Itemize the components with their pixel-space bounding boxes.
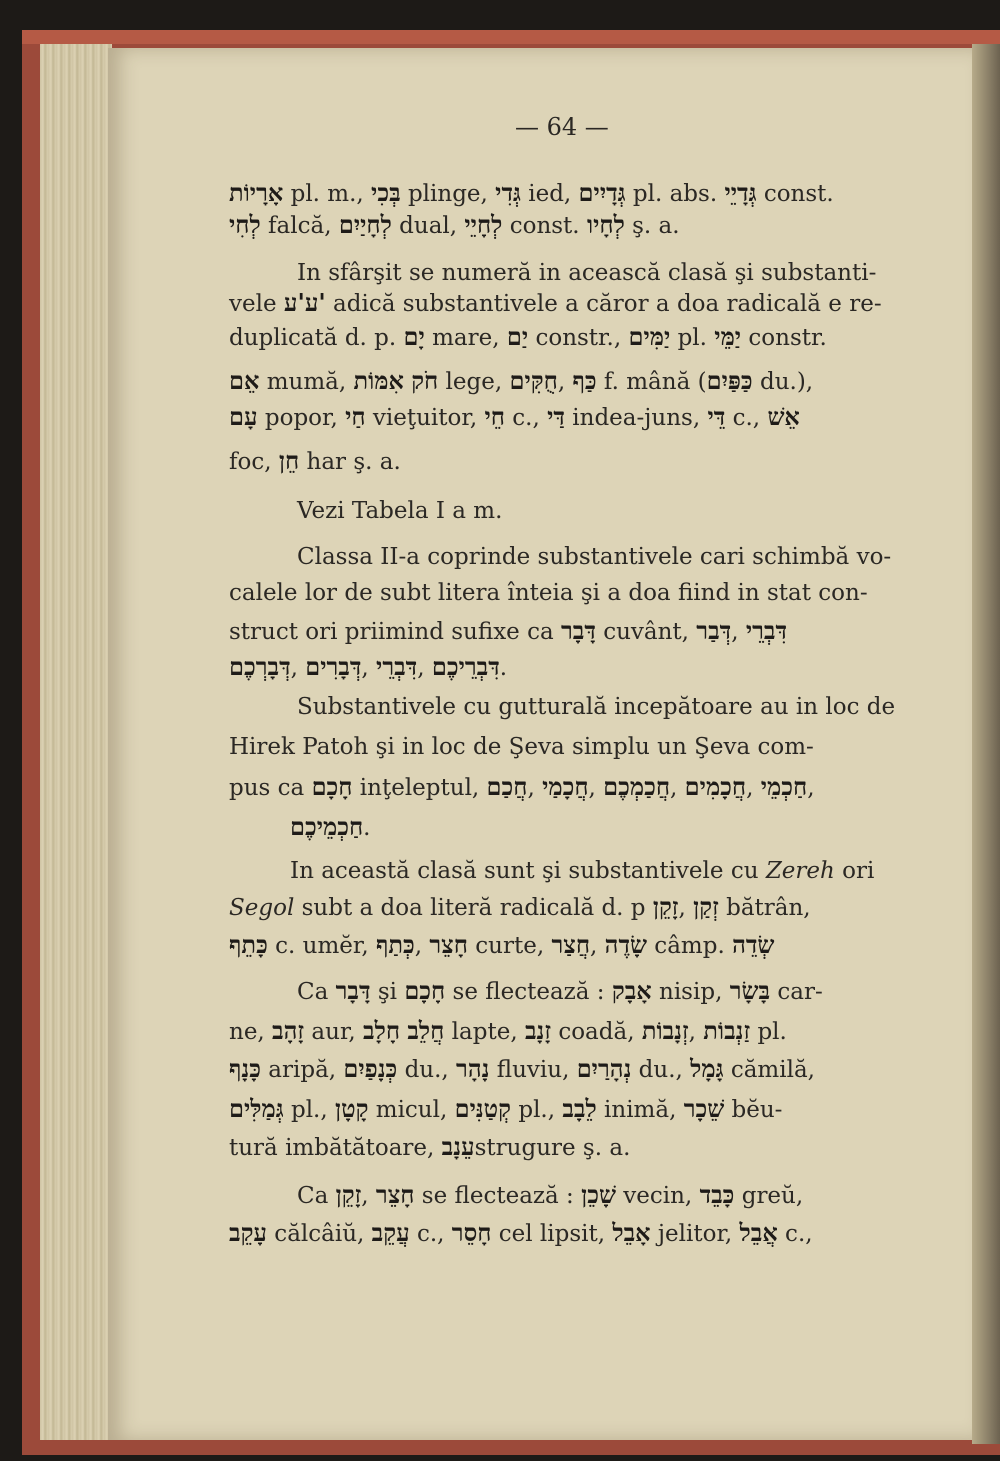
hebrew-word: חֹק [411, 366, 439, 395]
text-run: fluviu, [489, 1057, 577, 1083]
text-run: aripă, [260, 1057, 344, 1083]
hebrew-word: יַמֵּי [714, 322, 742, 351]
text-run: mare, [424, 325, 507, 351]
text-line [229, 578, 868, 608]
hebrew-word: לֵבָב [562, 1094, 597, 1123]
text-run: , [557, 369, 573, 395]
text-run: micul, [368, 1097, 455, 1123]
hebrew-word: דִּבְרֵיכֶם [431, 652, 500, 681]
text-run: vecin, [615, 1183, 700, 1209]
text-line [229, 1016, 787, 1047]
hebrew-word: דָּבָר [335, 976, 371, 1005]
text-run: In această clasă sunt şi substantivele cu [290, 858, 766, 884]
text-line [229, 210, 680, 241]
hebrew-word: גְּדִי [495, 178, 521, 207]
hebrew-word: זָהָב [272, 1016, 305, 1045]
text-line [297, 496, 502, 526]
text-run: . [363, 815, 371, 841]
text-run: Hirek Patoh şi in loc de Şeva simplu un Şeva com- [229, 734, 814, 760]
text-line [229, 892, 811, 923]
text-run: Substantivele cu gutturală incepătoare au in loc de [297, 694, 896, 720]
text-run: greŭ, [734, 1183, 804, 1209]
hebrew-word: חַכְמֵיכֶם [290, 812, 364, 841]
hebrew-word: בְּכִי [371, 178, 401, 207]
text-run: pl. abs. [625, 181, 725, 207]
text-run: Segol [229, 895, 295, 921]
hebrew-word: עֲקֵב [371, 1218, 410, 1247]
text-run: du.), [752, 369, 814, 395]
text-run: du., [397, 1057, 457, 1083]
text-line [229, 1054, 815, 1085]
text-line [229, 930, 774, 961]
hebrew-word: זְנָבוֹת [641, 1016, 689, 1045]
text-run: ori [834, 858, 875, 884]
text-run: foc, [229, 449, 279, 475]
hebrew-word: דְּבַר [696, 616, 732, 645]
hebrew-word: דָּבָר [561, 616, 596, 645]
text-run: strugure ş. a. [474, 1135, 631, 1161]
text-run: du., [631, 1057, 691, 1083]
hebrew-word: חֲכַמְכֶם [603, 772, 671, 801]
text-run: duplicată d. p. [229, 325, 404, 351]
hebrew-word: זָקֵן [335, 1180, 362, 1209]
text-run: vele [229, 291, 284, 317]
hebrew-word: דִּבְרֵי [745, 616, 788, 645]
hebrew-word: קָטָן [334, 1094, 369, 1123]
hebrew-word: חַכְמֵי [760, 772, 808, 801]
text-run: Zereh [765, 858, 835, 884]
text-run: mumă, [259, 369, 354, 395]
hebrew-word: חָצֵר [429, 930, 468, 959]
hebrew-word: חָכָם [311, 772, 353, 801]
page-number: — 64 — [515, 113, 609, 141]
hebrew-word: אֲבֵל [739, 1218, 778, 1247]
text-line [290, 856, 874, 886]
page-stack-edge [40, 44, 112, 1440]
text-run: popor, [257, 405, 346, 431]
text-line [229, 1132, 630, 1163]
hebrew-word: גָּמָל [690, 1054, 724, 1083]
text-line [229, 366, 813, 397]
text-run: f. mână ( [596, 369, 707, 395]
text-run: adică substantivele a căror a doa radicală e re- [325, 291, 882, 317]
hebrew-word: חֵי [484, 402, 505, 431]
text-run: c., [409, 1221, 452, 1247]
text-run: lapte, [444, 1019, 525, 1045]
text-run: constr. [741, 325, 827, 351]
text-run: indea-juns, [564, 405, 708, 431]
text-run: subt a doa literă radicală d. p [294, 895, 653, 921]
text-run: câmp. [647, 933, 733, 959]
text-run: se flectează : [414, 1183, 582, 1209]
book-right-edge [972, 44, 1000, 1444]
text-run: , [361, 1183, 376, 1209]
hebrew-word: כָּתֵף [229, 930, 268, 959]
hebrew-word: חָלָב [363, 1016, 401, 1045]
text-run: bĕu- [724, 1097, 783, 1123]
text-run: . [499, 655, 508, 681]
text-run: ied, [520, 181, 579, 207]
text-line [297, 1180, 803, 1211]
hebrew-word: כָּנָף [229, 1054, 261, 1083]
hebrew-word: נְהָרַיִם [576, 1054, 632, 1083]
text-run: c., [725, 405, 768, 431]
hebrew-word: חֲכָמִים [684, 772, 747, 801]
hebrew-word: עֵנָב [441, 1132, 475, 1161]
text-run: cel lipsit, [491, 1221, 613, 1247]
text-run: , [731, 619, 746, 645]
text-run: pl., [283, 1097, 335, 1123]
text-run: aur, [304, 1019, 364, 1045]
text-run: , [361, 655, 377, 681]
text-run: , [670, 775, 685, 801]
text-run: lege, [438, 369, 510, 395]
hebrew-word: בָּשָׂר [729, 976, 771, 1005]
text-run: constr., [528, 325, 629, 351]
hebrew-word: שְׂדֵה [732, 930, 775, 959]
text-line [229, 652, 507, 683]
text-run: , [678, 895, 694, 921]
hebrew-word: חָסֵר [451, 1218, 492, 1247]
text-run: pl., [511, 1097, 563, 1123]
hebrew-word: זָקֵן [652, 892, 679, 921]
hebrew-word: זְקַן [693, 892, 719, 921]
text-line [297, 976, 823, 1007]
text-run: , [414, 933, 430, 959]
hebrew-word: חֲכָמַי [542, 772, 589, 801]
hebrew-word: אָבֵל [612, 1218, 651, 1247]
hebrew-word: 'ע'ע [283, 288, 326, 317]
hebrew-word: יַם [506, 322, 529, 351]
text-run: inimă, [596, 1097, 684, 1123]
text-line [290, 812, 370, 843]
text-run: vieţuitor, [365, 405, 485, 431]
text-run: c. umĕr, [267, 933, 376, 959]
text-line [229, 288, 882, 319]
text-run: pl. m., [283, 181, 372, 207]
text-line [229, 446, 401, 477]
hebrew-word: חֻקִּים [509, 366, 558, 395]
text-run: nisip, [651, 979, 730, 1005]
hebrew-word: אָבָק [611, 976, 652, 1005]
hebrew-word: יַמִּים [628, 322, 671, 351]
text-run: bătrân, [718, 895, 811, 921]
text-run: cuvânt, [595, 619, 697, 645]
text-run: const. [502, 213, 587, 239]
hebrew-word: אָרָיוֹת [229, 178, 284, 207]
text-line [229, 732, 814, 762]
text-run: , [688, 1019, 704, 1045]
text-run: Ca [297, 979, 336, 1005]
text-run: c., [777, 1221, 813, 1247]
text-line [229, 1218, 813, 1249]
hebrew-word: חַי [345, 402, 366, 431]
text-line [297, 542, 891, 572]
hebrew-word: קְטַנִּים [454, 1094, 512, 1123]
text-run: falcă, [260, 213, 339, 239]
text-run: şi [370, 979, 405, 1005]
text-run: , [588, 775, 604, 801]
hebrew-word: לְחָיו [586, 210, 625, 239]
hebrew-word: חֲכַם [486, 772, 528, 801]
hebrew-word: חֵן [278, 446, 300, 475]
text-line [229, 1094, 782, 1125]
hebrew-word: דַּי [547, 402, 565, 431]
text-line [229, 772, 815, 803]
text-run: călcâiŭ, [267, 1221, 372, 1247]
hebrew-word: דְּבָרְכֶם [229, 652, 291, 681]
text-run: plinge, [400, 181, 496, 207]
hebrew-word: לְחָיֵי [464, 210, 503, 239]
text-run: Ca [297, 1183, 336, 1209]
text-run: , [527, 775, 543, 801]
text-run: struct ori priimind sufixe ca [229, 619, 561, 645]
hebrew-word: כָּבֵד [699, 1180, 735, 1209]
text-run: In sfârşit se numeră in acească clasă şi substanti- [297, 260, 877, 286]
text-run: har ş. a. [299, 449, 401, 475]
hebrew-word: דְּבָרִים [305, 652, 362, 681]
hebrew-word: עָם [229, 402, 258, 431]
hebrew-word: עָקֵב [229, 1218, 267, 1247]
hebrew-word: חֲלֵב [407, 1016, 445, 1045]
hebrew-word: גְּדָיֵי [724, 178, 757, 207]
text-run: dual, [391, 213, 465, 239]
hebrew-word: כְּנָפַיִם [343, 1054, 398, 1083]
hebrew-word: דֵּי [707, 402, 726, 431]
hebrew-word: אִמּוֹת [353, 366, 404, 395]
hebrew-word: שָׁכֵן [581, 1180, 616, 1209]
text-run: jelitor, [650, 1221, 740, 1247]
text-run: , [290, 655, 306, 681]
text-run: , [417, 655, 432, 681]
hebrew-word: לְחָיַיִם [338, 210, 392, 239]
text-run: , [590, 933, 605, 959]
text-run: , [807, 775, 815, 801]
hebrew-word: זָנָב [524, 1016, 552, 1045]
hebrew-word: אֵשׁ [767, 402, 800, 431]
hebrew-word: חָצֵר [375, 1180, 415, 1209]
text-run: , [746, 775, 761, 801]
text-line [297, 692, 895, 722]
book-cover-top-edge [22, 30, 1000, 44]
text-line [229, 322, 827, 353]
hebrew-word: אֵם [229, 366, 260, 395]
text-run: inţeleptul, [352, 775, 487, 801]
text-run: Vezi Tabela I a m. [297, 498, 503, 524]
text-line [297, 258, 876, 288]
text-line [229, 616, 787, 647]
text-run: const. [756, 181, 834, 207]
text-run: c., [504, 405, 548, 431]
hebrew-word: זַנְבוֹת [703, 1016, 751, 1045]
hebrew-word: דִּבְרֵי [376, 652, 418, 681]
hebrew-word: יָם [403, 322, 425, 351]
text-run: pl. [670, 325, 715, 351]
hebrew-word: כַּף [572, 366, 597, 395]
hebrew-word: כַּפַּיִם [706, 366, 753, 395]
text-run: ne, [229, 1019, 273, 1045]
text-run: se flectează : [445, 979, 612, 1005]
text-run: cămilă, [723, 1057, 815, 1083]
hebrew-word: חָכָם [404, 976, 446, 1005]
text-run: pus ca [229, 775, 312, 801]
hebrew-word: שֵׁכָר [683, 1094, 725, 1123]
hebrew-word: כְּתַף [375, 930, 415, 959]
text-run: curte, [467, 933, 552, 959]
hebrew-word: לְחִי [229, 210, 261, 239]
hebrew-word: שָׂדֶה [604, 930, 647, 959]
text-run: car- [770, 979, 823, 1005]
hebrew-word: גְּמַלִּים [229, 1094, 284, 1123]
text-line [229, 178, 834, 209]
hebrew-word: חֲצַר [551, 930, 591, 959]
text-run: Classa II-a coprinde substantivele cari schimbă vo- [297, 544, 892, 570]
hebrew-word: גְּדָיִים [578, 178, 626, 207]
text-run: calele lor de subt litera înteia şi a doa fiind in stat con- [229, 580, 868, 606]
text-run: pl. [750, 1019, 787, 1045]
text-run: ş. a. [624, 213, 680, 239]
text-run: coadă, [551, 1019, 642, 1045]
hebrew-word: נָהָר [456, 1054, 490, 1083]
text-line [229, 402, 800, 433]
text-run: tură imbătătoare, [229, 1135, 442, 1161]
